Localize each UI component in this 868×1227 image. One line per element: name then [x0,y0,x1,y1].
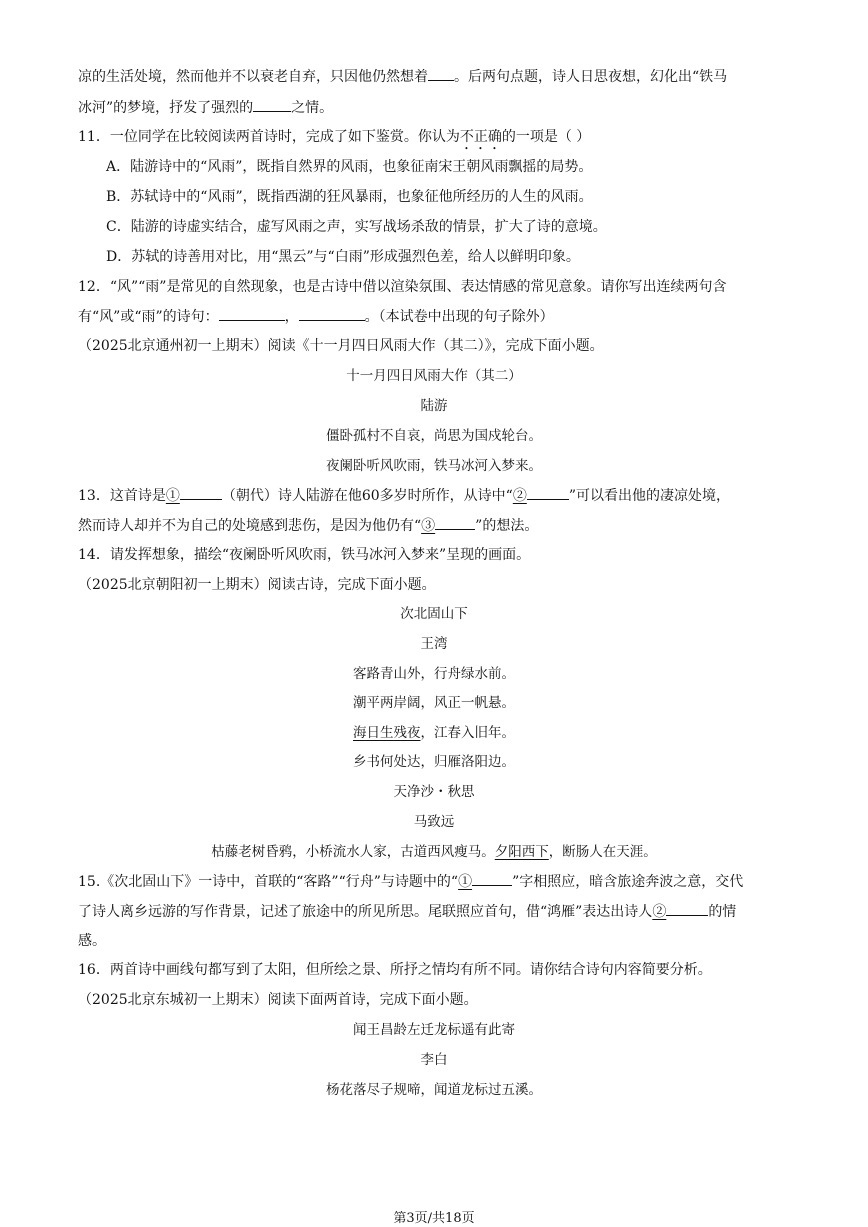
page-footer: 第3页/共18页 [393,1211,475,1226]
poem-line: 乡书何处达，归雁洛阳边。 [353,754,515,770]
underlined-sun-line: 夕阳西下 [494,844,549,860]
poem-author: 王湾 [420,636,448,652]
poem-author: 马致远 [413,814,455,830]
poem-line: 夜阑卧听风吹雨，铁马冰河入梦来。 [326,458,542,474]
question-12-cont: 有“风”或“雨”的诗句： ， 。（本试卷中出现的句子除外） [78,306,554,327]
question-15: 15.《次北固山下》一诗中，首联的“客路”“行舟”与诗题中的“① ”字相照应，暗含旅途奔波之意，交代 [78,871,743,892]
option-b: B．苏轼诗中的“风雨”，既指西湖的狂风暴雨，也象征他所经历的人生的风雨。 [106,189,593,205]
source-note: （2025北京朝阳初一上期末）阅读古诗，完成下面小题。 [78,577,436,593]
question-13-cont: 然而诗人却并不为自己的处境感到悲伤，是因为他仍有“③ ”的想法。 [78,515,538,536]
question-11: 11．一位同学在比较阅读两首诗时，完成了如下鉴赏。你认为不正确的一项是（ ） [78,129,591,145]
poem-line: 海日生残夜，江春入旧年。 [353,725,515,741]
poem-line: 杨花落尽子规啼，闻道龙标过五溪。 [326,1082,542,1098]
option-d: D．苏轼的诗善用对比，用“黑云”与“白雨”形成强烈色差，给人以鲜明印象。 [106,249,580,265]
source-note: （2025北京通州初一上期末）阅读《十一月四日风雨大作（其二）》，完成下面小题。 [78,338,604,354]
source-note: （2025北京东城初一上期末）阅读下面两首诗，完成下面小题。 [78,992,478,1008]
question-13: 13．这首诗是① （朝代）诗人陆游在他60多岁时所作，从诗中“② ”可以看出他的凄凉处境， [78,485,730,506]
underlined-sun-line: 海日生残夜 [353,725,421,741]
poem-line: 潮平两岸阔，风正一帆悬。 [353,695,515,711]
question-12: 12．“风”“雨”是常见的自然现象，也是古诗中借以渲染氛围、表达情感的常见意象。请你写出连续两句含 [78,279,727,295]
poem-author: 陆游 [420,398,448,414]
poem-title: 次北固山下 [400,606,468,622]
question-15-cont: 了诗人离乡远游的写作背景，记述了旅途中的所见所思。尾联照应首句，借“鸿雁”表达出诗人② 的情 [78,901,736,922]
poem-line: 僵卧孤村不自哀，尚思为国戍轮台。 [326,428,542,444]
poem-title: 闻王昌龄左迁龙标遥有此寄 [353,1022,515,1038]
poem-title: 十一月四日风雨大作（其二） [346,368,522,384]
question-15-cont: 感。 [78,933,106,949]
text-line: 凉的生活处境，然而他并不以衰老自弃，只因他仍然想着 。后两句点题，诗人日思夜想，幻化出“铁马 [78,66,727,87]
question-16: 16．两首诗中画线句都写到了太阳，但所绘之景、所抒之情均有所不同。请你结合诗句内容简要分析。 [78,962,712,978]
poem-author: 李白 [420,1052,448,1068]
text-line: 冰河”的梦境，抒发了强烈的 之情。 [78,97,333,118]
poem-line: 客路青山外，行舟绿水前。 [353,666,515,682]
poem-line: 枯藤老树昏鸦，小桥流水人家，古道西风瘦马。夕阳西下，断肠人在天涯。 [211,844,657,860]
poem-title: 天净沙・秋思 [393,784,475,800]
question-14: 14．请发挥想象，描绘“夜阑卧听风吹雨，铁马冰河入梦来”呈现的画面。 [78,547,531,563]
option-a: A．陆游诗中的“风雨”，既指自然界的风雨，也象征南宋王朝风雨飘摇的局势。 [106,159,593,175]
option-c: C．陆游的诗虚实结合，虚写风雨之声，实写战场杀敌的情景，扩大了诗的意境。 [106,219,607,235]
